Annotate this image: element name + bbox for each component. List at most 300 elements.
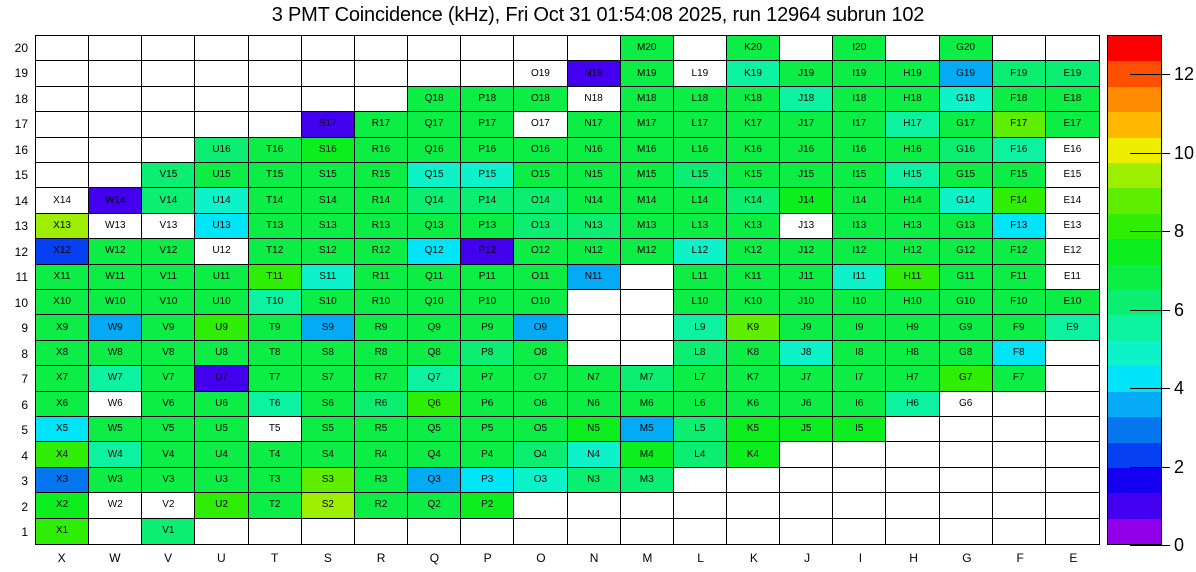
heatmap-cell: L9 (674, 315, 727, 340)
heatmap-cell-empty (36, 61, 89, 86)
heatmap-cell: M6 (621, 392, 674, 417)
heatmap-cell-empty (408, 36, 461, 61)
heatmap-cell: G20 (940, 36, 993, 61)
heatmap-cell: K5 (727, 417, 780, 442)
heatmap-cell: H13 (886, 214, 939, 239)
heatmap-cell-empty (727, 519, 780, 544)
heatmap-cell: J16 (780, 138, 833, 163)
heatmap-cell: T14 (249, 188, 302, 213)
heatmap-cell-empty (674, 468, 727, 493)
heatmap-cell-empty (1046, 442, 1099, 467)
colorbar-tick-label: 2 (1174, 456, 1185, 477)
heatmap-cell: O14 (514, 188, 567, 213)
heatmap-cell-empty (142, 87, 195, 112)
heatmap-cell-empty (833, 493, 886, 518)
heatmap-cell: Q10 (408, 290, 461, 315)
heatmap-cell: T8 (249, 341, 302, 366)
heatmap-cell: M14 (621, 188, 674, 213)
heatmap-cell-empty (461, 61, 514, 86)
heatmap-cell-empty (727, 493, 780, 518)
heatmap-cell-empty (142, 112, 195, 137)
colorbar-band (1108, 163, 1161, 188)
heatmap-cell: G8 (940, 341, 993, 366)
heatmap-cell-empty (195, 36, 248, 61)
x-axis-tick-label: L (697, 551, 704, 565)
heatmap-cell: U8 (195, 341, 248, 366)
heatmap-cell: W7 (89, 366, 142, 391)
colorbar-band (1108, 214, 1161, 239)
heatmap-cell: N14 (568, 188, 621, 213)
heatmap-cell: O4 (514, 442, 567, 467)
x-axis-tick-label: O (536, 551, 546, 565)
heatmap-cell: O6 (514, 392, 567, 417)
heatmap-cell: M7 (621, 366, 674, 391)
heatmap-cell: R2 (355, 493, 408, 518)
heatmap-cell: F17 (993, 112, 1046, 137)
heatmap-cell: I8 (833, 341, 886, 366)
heatmap-cell: Q8 (408, 341, 461, 366)
heatmap-cell: J18 (780, 87, 833, 112)
heatmap-cell: R5 (355, 417, 408, 442)
heatmap-cell-empty (36, 138, 89, 163)
y-axis-tick-label: 13 (14, 219, 28, 234)
heatmap-cell-empty (195, 61, 248, 86)
heatmap-cell-empty (780, 468, 833, 493)
heatmap-cell-empty (89, 163, 142, 188)
heatmap-cell: T9 (249, 315, 302, 340)
x-axis-tick-label: Q (429, 551, 440, 565)
heatmap-cell: R11 (355, 265, 408, 290)
heatmap-cell: O8 (514, 341, 567, 366)
heatmap-cell-empty (249, 87, 302, 112)
heatmap-cell: N17 (568, 112, 621, 137)
colorbar-tick (1130, 153, 1170, 154)
colorbar-band (1108, 290, 1161, 315)
heatmap-cell: U11 (195, 265, 248, 290)
heatmap-cell: R16 (355, 138, 408, 163)
heatmap-cell-empty (940, 493, 993, 518)
heatmap-cell: K11 (727, 265, 780, 290)
heatmap-cell: T7 (249, 366, 302, 391)
heatmap-cell: U15 (195, 163, 248, 188)
heatmap-cell-empty (886, 442, 939, 467)
heatmap-cell-empty (302, 519, 355, 544)
heatmap-cell: E14 (1046, 188, 1099, 213)
heatmap-cell: M16 (621, 138, 674, 163)
heatmap-cell-empty (621, 493, 674, 518)
colorbar-band (1108, 188, 1161, 213)
heatmap-cell: N12 (568, 239, 621, 264)
colorbar-tick (1130, 74, 1170, 75)
heatmap-cell: F15 (993, 163, 1046, 188)
heatmap-cell-empty (249, 519, 302, 544)
heatmap-cell: N4 (568, 442, 621, 467)
heatmap-cell: U7 (195, 366, 248, 391)
heatmap-cell: I16 (833, 138, 886, 163)
heatmap-cell-empty (461, 519, 514, 544)
heatmap-cell-empty (1046, 366, 1099, 391)
heatmap-cell: M20 (621, 36, 674, 61)
heatmap-cell: X10 (36, 290, 89, 315)
heatmap-cell: K6 (727, 392, 780, 417)
heatmap-cell-empty (1046, 417, 1099, 442)
heatmap-cell: X13 (36, 214, 89, 239)
heatmap-cell: T6 (249, 392, 302, 417)
heatmap-cell: G14 (940, 188, 993, 213)
heatmap-cell: O3 (514, 468, 567, 493)
heatmap-cell-empty (142, 36, 195, 61)
heatmap-cell: L12 (674, 239, 727, 264)
x-axis-tick-label: J (804, 551, 811, 565)
heatmap-cell: Q11 (408, 265, 461, 290)
heatmap-cell: R6 (355, 392, 408, 417)
heatmap-cell-empty (249, 112, 302, 137)
heatmap-cell: J12 (780, 239, 833, 264)
heatmap-cell: R12 (355, 239, 408, 264)
heatmap-cell-empty (886, 417, 939, 442)
heatmap-cell-empty (514, 493, 567, 518)
heatmap-cell-empty (89, 87, 142, 112)
heatmap-cell: E15 (1046, 163, 1099, 188)
heatmap-cell-empty (621, 519, 674, 544)
heatmap-cell: S2 (302, 493, 355, 518)
colorbar-band (1108, 87, 1161, 112)
heatmap-cell: V11 (142, 265, 195, 290)
heatmap-cell: S8 (302, 341, 355, 366)
heatmap-cell: Q5 (408, 417, 461, 442)
heatmap-cell: H11 (886, 265, 939, 290)
y-axis-tick-label: 15 (14, 168, 28, 183)
heatmap-cell: U5 (195, 417, 248, 442)
heatmap-cell-empty (780, 493, 833, 518)
heatmap-cell: O13 (514, 214, 567, 239)
heatmap-cell: R9 (355, 315, 408, 340)
colorbar (1107, 35, 1162, 545)
heatmap-cell: P11 (461, 265, 514, 290)
heatmap-cell: N7 (568, 366, 621, 391)
heatmap-cell-empty (993, 493, 1046, 518)
heatmap-cell-empty (621, 265, 674, 290)
heatmap-cell: U16 (195, 138, 248, 163)
heatmap-cell-empty (195, 112, 248, 137)
heatmap-cell: W4 (89, 442, 142, 467)
x-axis-tick-label: E (1069, 551, 1078, 565)
colorbar-tick (1130, 388, 1170, 389)
heatmap-cell: O10 (514, 290, 567, 315)
heatmap-cell: Q7 (408, 366, 461, 391)
heatmap-cell: O18 (514, 87, 567, 112)
heatmap-cell: E18 (1046, 87, 1099, 112)
heatmap-cell: U14 (195, 188, 248, 213)
heatmap-cell: V2 (142, 493, 195, 518)
heatmap-cell: U12 (195, 239, 248, 264)
heatmap-cell: V15 (142, 163, 195, 188)
heatmap-cell: I10 (833, 290, 886, 315)
heatmap-cell-empty (1046, 493, 1099, 518)
heatmap-cell-empty (780, 36, 833, 61)
heatmap-cell: L16 (674, 138, 727, 163)
heatmap-cell: X3 (36, 468, 89, 493)
heatmap-cell: O7 (514, 366, 567, 391)
heatmap-cell: N19 (568, 61, 621, 86)
heatmap-cell: S3 (302, 468, 355, 493)
heatmap-cell: T15 (249, 163, 302, 188)
heatmap-cell: U10 (195, 290, 248, 315)
heatmap-grid (35, 35, 1100, 545)
heatmap-cell: X9 (36, 315, 89, 340)
heatmap-cell: L19 (674, 61, 727, 86)
heatmap-cell: W11 (89, 265, 142, 290)
heatmap-cell: I17 (833, 112, 886, 137)
y-axis-tick-label: 12 (14, 244, 28, 259)
heatmap-cell: K14 (727, 188, 780, 213)
heatmap-cell: L6 (674, 392, 727, 417)
heatmap-cell: H8 (886, 341, 939, 366)
heatmap-cell: L14 (674, 188, 727, 213)
heatmap-cell: H10 (886, 290, 939, 315)
heatmap-cell: N11 (568, 265, 621, 290)
heatmap-cell: M19 (621, 61, 674, 86)
heatmap-cell: V12 (142, 239, 195, 264)
heatmap-cell: Q18 (408, 87, 461, 112)
heatmap-cell: G7 (940, 366, 993, 391)
heatmap-cell: Q2 (408, 493, 461, 518)
x-axis-tick-label: M (642, 551, 653, 565)
heatmap-cell-empty (36, 87, 89, 112)
heatmap-cell: J14 (780, 188, 833, 213)
heatmap-cell-empty (408, 519, 461, 544)
heatmap-cell: K4 (727, 442, 780, 467)
colorbar-band (1108, 112, 1161, 137)
heatmap-cell-empty (993, 519, 1046, 544)
heatmap-cell: Q16 (408, 138, 461, 163)
heatmap-cell: Q6 (408, 392, 461, 417)
heatmap-cell-empty (142, 138, 195, 163)
heatmap-cell: E12 (1046, 239, 1099, 264)
heatmap-cell: I14 (833, 188, 886, 213)
heatmap-cell: X11 (36, 265, 89, 290)
heatmap-cell: F11 (993, 265, 1046, 290)
heatmap-cell-empty (355, 36, 408, 61)
heatmap-cell: E16 (1046, 138, 1099, 163)
heatmap-cell: X12 (36, 239, 89, 264)
heatmap-cell-empty (1046, 36, 1099, 61)
heatmap-cell-empty (940, 519, 993, 544)
heatmap-cell: R7 (355, 366, 408, 391)
x-axis-tick-label: T (270, 551, 279, 565)
heatmap-cell-empty (249, 61, 302, 86)
heatmap-cell: N15 (568, 163, 621, 188)
heatmap-cell-empty (302, 61, 355, 86)
heatmap-cell: R3 (355, 468, 408, 493)
heatmap-cell: S13 (302, 214, 355, 239)
heatmap-cell-empty (89, 36, 142, 61)
heatmap-cell: J7 (780, 366, 833, 391)
heatmap-cell: S9 (302, 315, 355, 340)
heatmap-cell: U3 (195, 468, 248, 493)
heatmap-cell: H19 (886, 61, 939, 86)
colorbar-band (1108, 265, 1161, 290)
heatmap-cell-empty (1046, 519, 1099, 544)
heatmap-cell: E11 (1046, 265, 1099, 290)
heatmap-cell: W8 (89, 341, 142, 366)
colorbar-tick-label: 4 (1174, 378, 1185, 399)
heatmap-cell-empty (1046, 468, 1099, 493)
heatmap-cell: I11 (833, 265, 886, 290)
heatmap-cell: V10 (142, 290, 195, 315)
heatmap-cell: U4 (195, 442, 248, 467)
heatmap-cell-empty (302, 36, 355, 61)
colorbar-tick-label: 6 (1174, 299, 1185, 320)
heatmap-cell: P13 (461, 214, 514, 239)
heatmap-cell: R10 (355, 290, 408, 315)
heatmap-cell-empty (355, 87, 408, 112)
heatmap-cell: I6 (833, 392, 886, 417)
heatmap-cell: F7 (993, 366, 1046, 391)
heatmap-cell: S11 (302, 265, 355, 290)
heatmap-cell: K12 (727, 239, 780, 264)
colorbar-band (1108, 341, 1161, 366)
heatmap-cell: W12 (89, 239, 142, 264)
heatmap-cell-empty (568, 36, 621, 61)
heatmap-cell: M4 (621, 442, 674, 467)
heatmap-cell: S6 (302, 392, 355, 417)
heatmap-cell: T5 (249, 417, 302, 442)
heatmap-cell: T11 (249, 265, 302, 290)
y-axis-tick-label: 6 (21, 397, 28, 412)
heatmap-cell: K19 (727, 61, 780, 86)
heatmap-cell: H15 (886, 163, 939, 188)
heatmap-cell-empty (36, 36, 89, 61)
heatmap-cell-empty (568, 519, 621, 544)
heatmap-cell-empty (36, 163, 89, 188)
heatmap-cell: L15 (674, 163, 727, 188)
heatmap-cell: P9 (461, 315, 514, 340)
heatmap-cell: H17 (886, 112, 939, 137)
heatmap-cell-empty (674, 519, 727, 544)
colorbar-tick-label: 12 (1174, 64, 1195, 85)
heatmap-cell: J10 (780, 290, 833, 315)
heatmap-cell-empty (568, 290, 621, 315)
heatmap-cell: R17 (355, 112, 408, 137)
heatmap-cell: K16 (727, 138, 780, 163)
heatmap-cell-empty (674, 493, 727, 518)
colorbar-band (1108, 315, 1161, 340)
heatmap-cell: J6 (780, 392, 833, 417)
chart-title: 3 PMT Coincidence (kHz), Fri Oct 31 01:54:08 2025, run 12964 subrun 102 (271, 4, 925, 26)
heatmap-cell: P15 (461, 163, 514, 188)
heatmap-cell: G10 (940, 290, 993, 315)
heatmap-cell: P4 (461, 442, 514, 467)
heatmap-cell: S10 (302, 290, 355, 315)
heatmap-cell: V5 (142, 417, 195, 442)
heatmap-cell: L7 (674, 366, 727, 391)
y-axis-tick-label: 19 (14, 66, 28, 81)
heatmap-cell-empty (621, 341, 674, 366)
heatmap-cell: X5 (36, 417, 89, 442)
heatmap-cell: S17 (302, 112, 355, 137)
heatmap-cell: N16 (568, 138, 621, 163)
heatmap-cell: S5 (302, 417, 355, 442)
heatmap-cell: Q3 (408, 468, 461, 493)
heatmap-cell: W5 (89, 417, 142, 442)
colorbar-tick (1130, 545, 1170, 546)
heatmap-cell: I7 (833, 366, 886, 391)
heatmap-cell: L10 (674, 290, 727, 315)
heatmap-cell: W13 (89, 214, 142, 239)
colorbar-band (1108, 36, 1161, 61)
heatmap-cell: Q13 (408, 214, 461, 239)
heatmap-cell: P8 (461, 341, 514, 366)
heatmap-cell: G16 (940, 138, 993, 163)
heatmap-cell-empty (993, 417, 1046, 442)
heatmap-cell: X6 (36, 392, 89, 417)
heatmap-cell: H16 (886, 138, 939, 163)
heatmap-cell: V7 (142, 366, 195, 391)
heatmap-cell: J15 (780, 163, 833, 188)
heatmap-cell: E10 (1046, 290, 1099, 315)
heatmap-cell-empty (886, 468, 939, 493)
heatmap-cell: V6 (142, 392, 195, 417)
heatmap-cell: R13 (355, 214, 408, 239)
colorbar-tick-label: 0 (1174, 535, 1185, 555)
y-axis-tick-label: 3 (21, 474, 28, 489)
heatmap-cell: M13 (621, 214, 674, 239)
heatmap-cell: I15 (833, 163, 886, 188)
heatmap-cell: R4 (355, 442, 408, 467)
heatmap-cell: E19 (1046, 61, 1099, 86)
heatmap-cell: J9 (780, 315, 833, 340)
heatmap-cell: U6 (195, 392, 248, 417)
heatmap-cell: G11 (940, 265, 993, 290)
heatmap-cell-empty (142, 61, 195, 86)
heatmap-cell: L11 (674, 265, 727, 290)
heatmap-cell: P17 (461, 112, 514, 137)
heatmap-cell: W2 (89, 493, 142, 518)
heatmap-cell: X1 (36, 519, 89, 544)
heatmap-cell: P10 (461, 290, 514, 315)
heatmap-cell-empty (302, 87, 355, 112)
heatmap-cell: T16 (249, 138, 302, 163)
heatmap-cell: G13 (940, 214, 993, 239)
heatmap-cell: S4 (302, 442, 355, 467)
heatmap-cell: J19 (780, 61, 833, 86)
heatmap-cell-empty (780, 519, 833, 544)
heatmap-cell: E9 (1046, 315, 1099, 340)
heatmap-cell: K15 (727, 163, 780, 188)
heatmap-cell: J17 (780, 112, 833, 137)
heatmap-cell: O11 (514, 265, 567, 290)
heatmap-cell: R14 (355, 188, 408, 213)
heatmap-cell-empty (355, 519, 408, 544)
heatmap-cell: N3 (568, 468, 621, 493)
heatmap-cell: P2 (461, 493, 514, 518)
colorbar-band (1108, 493, 1161, 518)
heatmap-cell: K10 (727, 290, 780, 315)
x-axis-tick-label: H (909, 551, 918, 565)
heatmap-cell: N13 (568, 214, 621, 239)
heatmap-cell: N5 (568, 417, 621, 442)
heatmap-cell: K17 (727, 112, 780, 137)
heatmap-cell: M12 (621, 239, 674, 264)
heatmap-cell: J8 (780, 341, 833, 366)
y-axis-tick-label: 4 (21, 448, 28, 463)
heatmap-cell-empty (833, 519, 886, 544)
heatmap-cell: W9 (89, 315, 142, 340)
heatmap-cell: J11 (780, 265, 833, 290)
heatmap-cell: H12 (886, 239, 939, 264)
heatmap-cell: M3 (621, 468, 674, 493)
